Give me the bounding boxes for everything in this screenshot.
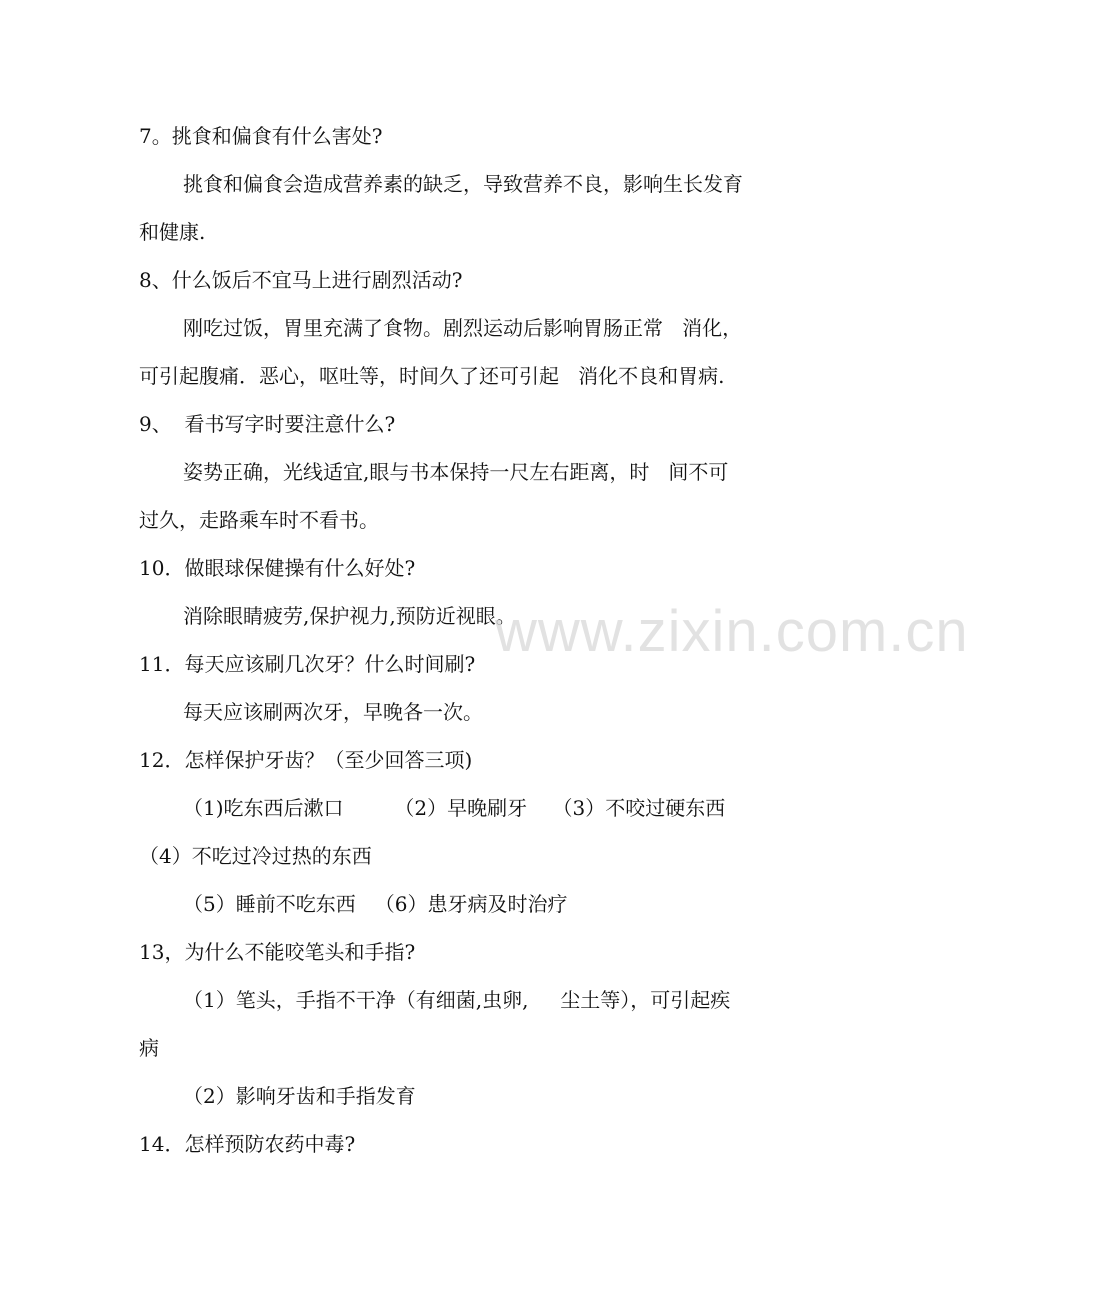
question-11: 11．每天应该刷几次牙？什么时间刷? [139,652,476,676]
site-watermark: www.zixin.com.cn [495,599,969,664]
answer-9-line-1: 姿势正确，光线适宜,眼与书本保持一尺左右距离，时 间不可 [183,460,729,484]
answer-8-line-2: 可引起腹痛．恶心，呕吐等，时间久了还可引起 消化不良和胃病. [139,364,725,388]
answer-12-line-3: （5）睡前不吃东西 （6）患牙病及时治疗 [183,892,568,916]
answer-13-line-3: （2）影响牙齿和手指发育 [183,1084,416,1108]
answer-11: 每天应该刷两次牙，早晚各一次。 [183,700,483,724]
question-8: 8、什么饭后不宜马上进行剧烈活动? [139,268,463,292]
question-14: 14．怎样预防农药中毒? [139,1132,356,1156]
answer-13-line-2: 病 [139,1036,159,1060]
answer-13-line-1: （1）笔头，手指不干净（有细菌,虫卵, 尘土等），可引起疾 [183,988,731,1012]
question-10: 10．做眼球保健操有什么好处? [139,556,416,580]
question-9: 9、 看书写字时要注意什么? [139,412,396,436]
answer-10: 消除眼睛疲劳,保护视力,预防近视眼。 [183,604,516,628]
question-12: 12．怎样保护牙齿？（至少回答三项) [139,748,473,772]
answer-12-line-2: （4）不吃过冷过热的东西 [139,844,372,868]
answer-7-line-2: 和健康. [139,220,206,244]
question-13: 13，为什么不能咬笔头和手指? [139,940,416,964]
answer-7-line-1: 挑食和偏食会造成营养素的缺乏，导致营养不良，影响生长发育 [183,172,743,196]
answer-9-line-2: 过久，走路乘车时不看书。 [139,508,379,532]
answer-12-line-1: （1)吃东西后漱口 （2）早晚刷牙 （3）不咬过硬东西 [183,796,726,820]
answer-8-line-1: 刚吃过饭，胃里充满了食物。剧烈运动后影响胃肠正常 消化， [183,316,743,340]
question-7: 7。挑食和偏食有什么害处? [139,124,383,148]
